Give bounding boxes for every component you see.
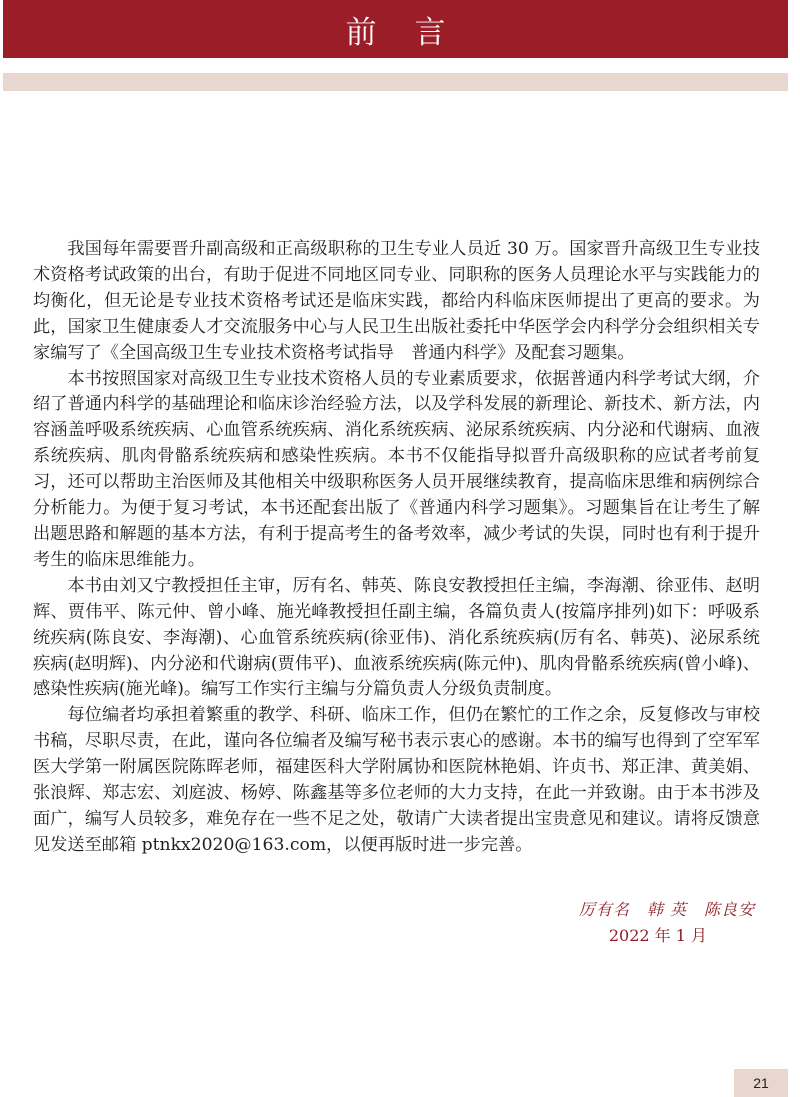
signature-authors: 厉有名 韩 英 陈良安 xyxy=(578,900,755,919)
page-number: 21 xyxy=(734,1069,788,1097)
preface-body xyxy=(33,237,760,859)
chapter-header-bar xyxy=(3,0,788,58)
signature-block xyxy=(579,897,755,949)
header-divider-stripe xyxy=(3,73,788,91)
paragraph-3: 本书由刘又宁教授担任主审，厉有名、韩英、陈良安教授担任主编，李海潮、徐亚伟、赵明辉、贾伟平、陈元仲、曾小峰、施光峰教授担任副主编，各篇负责人(按篇序排列)如下：呼吸系统疾病(陈良安、李海潮)、心血管系统疾病(徐亚伟)、消化系统疾病(厉有名、韩英)、泌尿系统疾病(赵明辉)、内分泌和代谢病(贾伟平)、血液系统疾病(陈元仲)、肌肉骨骼系统疾病(曾小峰)、感染性疾病(施光峰)。编写工作实行主编与分篇负责人分级负责制度。 xyxy=(33,575,760,700)
signature-date: 2022 年 1 月 xyxy=(608,926,707,945)
chapter-title: 前言 xyxy=(345,14,484,51)
paragraph-4: 每位编者均承担着繁重的教学、科研、临床工作，但仍在繁忙的工作之余，反复修改与审校书稿，尽职尽责，在此，谨向各位编者及编写秘书表示衷心的感谢。本书的编写也得到了空军军医大学第一附属医院陈晖老师，福建医科大学附属协和医院林艳娟、许贞书、郑正津、黄美娟、张浪辉、郑志宏、刘庭波、杨婷、陈鑫基等多位老师的大力支持，在此一并致谢。由于本书涉及面广，编写人员较多，难免存在一些不足之处，敬请广大读者提出宝贵意见和建议。请将反馈意见发送至邮箱 ptnkx2020@163.com，以便再版时进一步完善。 xyxy=(33,705,760,855)
paragraph-1: 我国每年需要晋升副高级和正高级职称的卫生专业人员近 30 万。国家晋升高级卫生专业技术资格考试政策的出台，有助于促进不同地区同专业、同职称的医务人员理论水平与实践能力的均衡化，但无论是专业技术资格考试还是临床实践，都给内科临床医师提出了更高的要求。为此，国家卫生健康委人才交流服务中心与人民卫生出版社委托中华医学会内科学分会组织相关专家编写了《全国高级卫生专业技术资格考试指导 普通内科学》及配套习题集。 xyxy=(33,239,760,363)
paragraph-2: 本书按照国家对高级卫生专业技术资格人员的专业素质要求，依据普通内科学考试大纲，介绍了普通内科学的基础理论和临床诊治经验方法，以及学科发展的新理论、新技术、新方法，内容涵盖呼吸系统疾病、心血管系统疾病、消化系统疾病、泌尿系统疾病、内分泌和代谢病、血液系统疾病、肌肉骨骼系统疾病和感染性疾病。本书不仅能指导拟晋升高级职称的应试者考前复习，还可以帮助主治医师及其他相关中级职称医务人员开展继续教育，提高临床思维和病例综合分析能力。为便于复习考试，本书还配套出版了《普通内科学习题集》。习题集旨在让考生了解出题思路和解题的基本方法，有利于提高考生的备考效率，减少考试的失误，同时也有利于提升考生的临床思维能力。 xyxy=(33,368,760,570)
